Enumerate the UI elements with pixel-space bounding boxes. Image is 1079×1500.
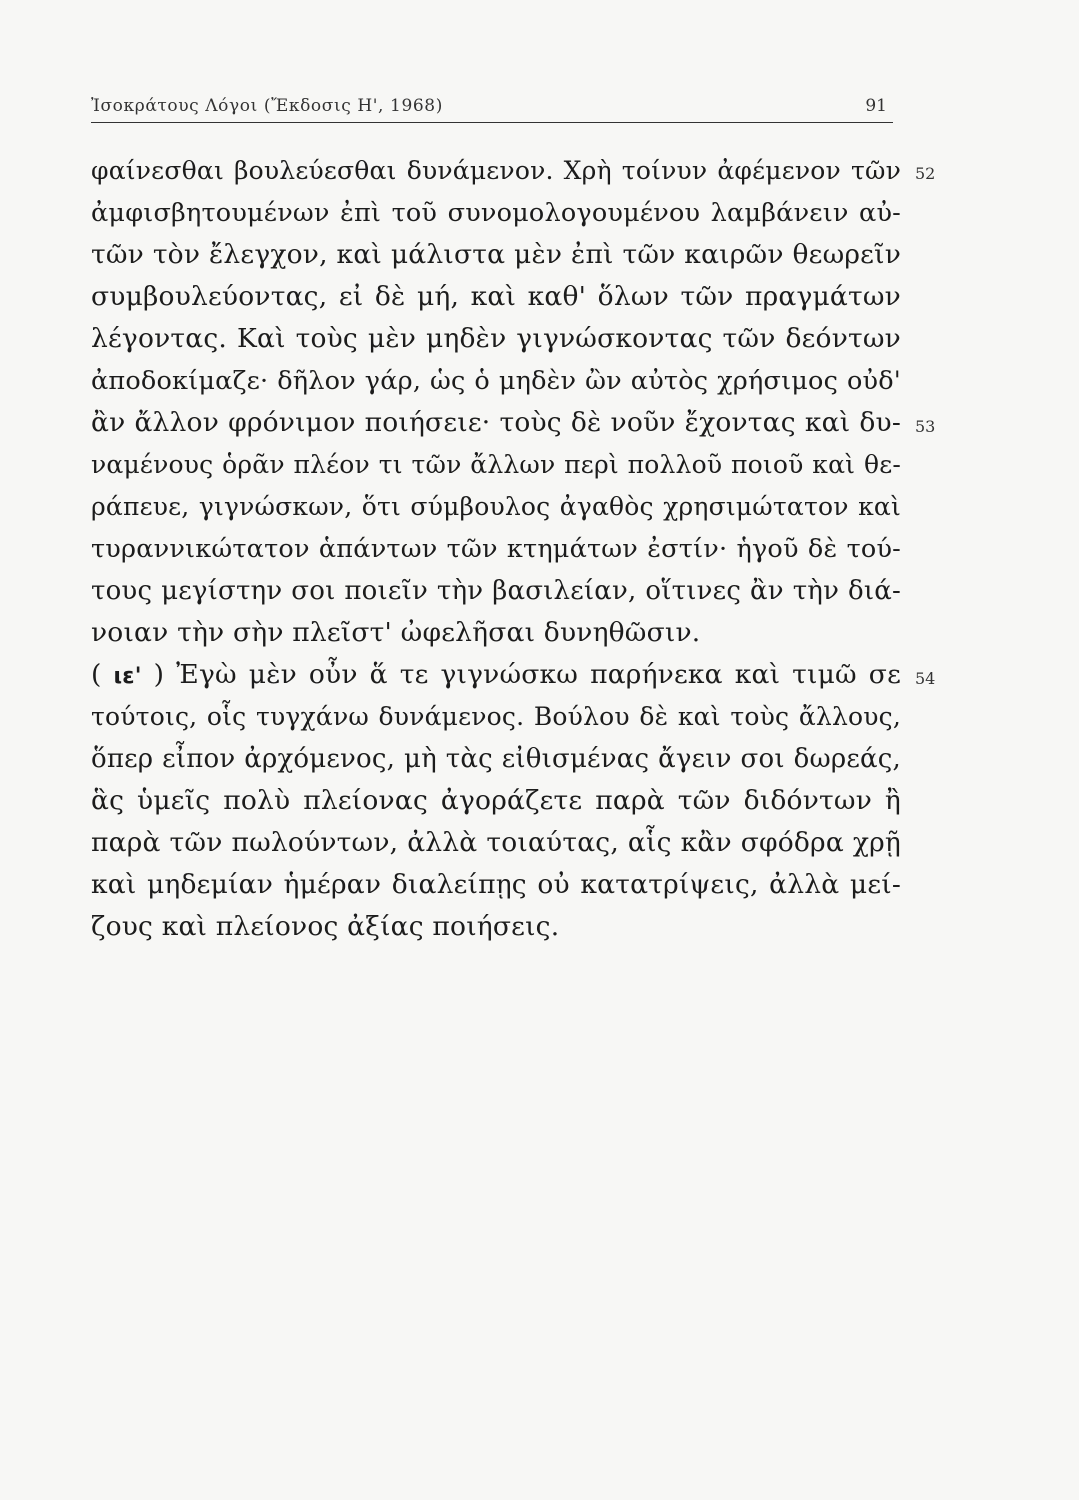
text-line: ἀμφισβητουμένων ἐπὶ τοῦ συνομολογουμένου λαμβάνειν αὐ- — [91, 198, 901, 228]
text-line: καὶ μηδεμίαν ἡμέραν διαλείπῃς οὐ κατατρίψεις, ἀλλὰ μεί- — [91, 869, 901, 900]
text-line: ἂν ἄλλον φρόνιμον ποιήσειε· τοὺς δὲ νοῦν ἔχοντας καὶ δυ- — [91, 407, 901, 438]
text-line: τούτοις, οἷς τυγχάνω δυνάμενος. Βούλου δὲ καὶ τοὺς ἄλλους, — [91, 702, 901, 731]
margin-section-number: 52 — [915, 164, 936, 183]
margin-section-number: 54 — [915, 669, 936, 688]
text-line: τους μεγίστην σοι ποιεῖν τὴν βασιλείαν, οἵτινες ἂν τὴν διά- — [91, 576, 901, 606]
running-title: Ἰσοκράτους Λόγοι (Ἔκδοσις Η', 1968) — [91, 96, 443, 116]
text-line: ἀποδοκίμαζε· δῆλον γάρ, ὡς ὁ μηδὲν ὢν αὐτὸς χρήσιμος οὐδ' — [91, 366, 901, 396]
text-line: ναμένους ὁρᾶν πλέον τι τῶν ἄλλων περὶ πολλοῦ ποιοῦ καὶ θε- — [91, 450, 901, 479]
text-line: λέγοντας. Καὶ τοὺς μὲν μηδὲν γιγνώσκοντας τῶν δεόντων — [91, 323, 901, 354]
text-line: φαίνεσθαι βουλεύεσθαι δυνάμενον. Χρὴ τοίνυν ἀφέμενον τῶν — [91, 156, 901, 185]
text-line: ράπευε, γιγνώσκων, ὅτι σύμβουλος ἀγαθὸς χρησιμώτατον καὶ — [91, 492, 901, 521]
margin-section-number: 53 — [915, 417, 936, 436]
text-line: νοιαν τὴν σὴν πλεῖστ' ὠφελῆσαι δυνηθῶσιν. — [91, 617, 701, 648]
text-line: ὅπερ εἶπον ἀρχόμενος, μὴ τὰς εἰθισμένας ἄγειν σοι δωρεάς, — [91, 744, 901, 774]
page-number: 91 — [865, 96, 887, 116]
section-marker-close: ) — [141, 659, 165, 690]
text-line: τυραννικώτατον ἁπάντων τῶν κτημάτων ἐστίν· ἡγοῦ δὲ τού- — [91, 534, 901, 564]
section-first-line: Ἐγὼ μὲν οὖν ἅ τε γιγνώσκω παρήνεκα καὶ τιμῶ σε — [176, 659, 901, 690]
section-marker: ιε' — [113, 664, 142, 689]
text-line: συμβουλεύοντας, εἰ δὲ μή, καὶ καθ' ὅλων τῶν πραγμάτων — [91, 281, 901, 312]
text-line: παρὰ τῶν πωλούντων, ἀλλὰ τοιαύτας, αἷς κἂν σφόδρα χρῇ — [91, 827, 901, 858]
text-line: ζους καὶ πλείονος ἀξίας ποιήσεις. — [91, 911, 560, 942]
section-marker-open: ( — [91, 659, 114, 690]
section-start-line — [91, 654, 901, 696]
text-line: ἃς ὑμεῖς πολὺ πλείονας ἀγοράζετε παρὰ τῶν διδόντων ἢ — [91, 785, 901, 816]
running-header — [91, 88, 893, 123]
text-line: τῶν τὸν ἔλεγχον, καὶ μάλιστα μὲν ἐπὶ τῶν καιρῶν θεωρεῖν — [91, 239, 901, 270]
